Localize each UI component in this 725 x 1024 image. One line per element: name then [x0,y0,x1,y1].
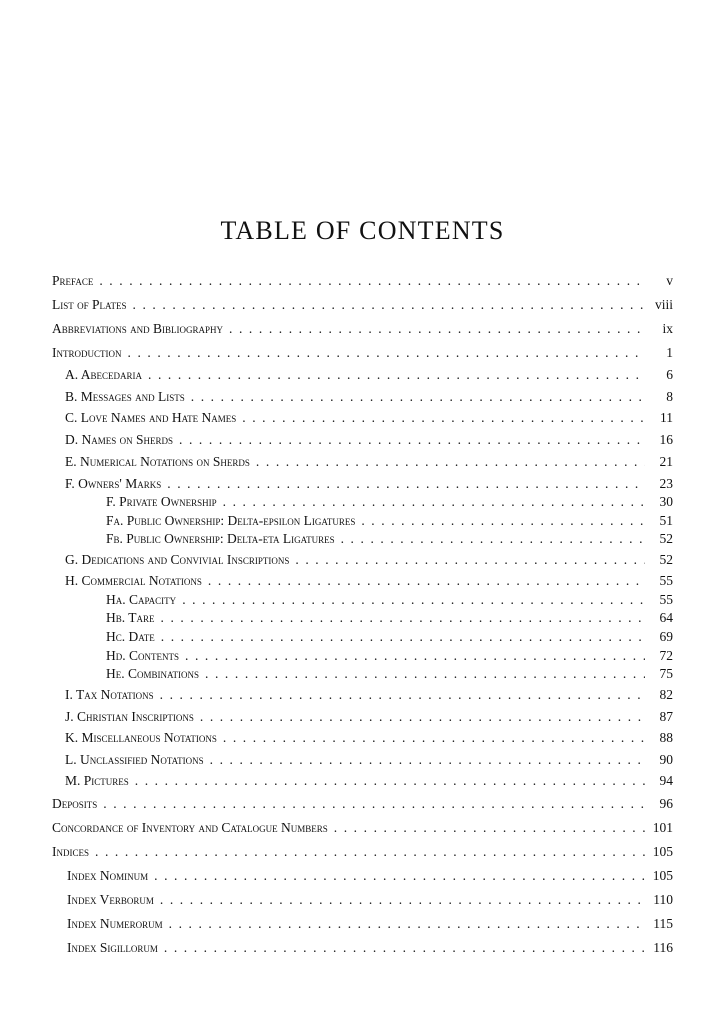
toc-entry-page: 1 [666,345,673,360]
toc-entry-label: Ha. Capacity [106,592,177,607]
dot-leader [135,772,645,790]
toc-entry-deposits[interactable] [52,795,673,813]
toc-entry-page: 115 [653,916,673,931]
toc-entry-label: L. Unclassified Notations [65,752,204,767]
toc-entry-index-verborum[interactable] [67,891,673,909]
toc-entry-label: D. Names on Sherds [65,432,174,447]
toc-entry-unclassified[interactable] [65,751,673,769]
toc-entry-page: 16 [659,432,673,447]
toc-entry-tax-notations[interactable] [65,686,673,704]
toc-entry-label: K. Miscellaneous Notations [65,730,217,745]
dot-leader [167,475,645,493]
dot-leader [164,939,645,957]
toc-entry-tare[interactable] [106,609,673,627]
toc-entry-page: 72 [659,648,673,663]
toc-entry-label: Deposits [52,796,98,811]
toc-entry-page: 105 [652,844,673,859]
page-title: TABLE OF CONTENTS [220,216,505,245]
toc-entry-love-names[interactable] [65,409,673,427]
toc-entry-introduction[interactable] [52,344,673,362]
toc-entry-christian-inscriptions[interactable] [65,708,673,726]
dot-leader [200,708,645,726]
toc-entry-page: 82 [659,687,673,702]
toc-entry-names-on-sherds[interactable] [65,431,673,449]
toc-entry-label: Index Nominum [67,868,149,883]
toc-entry-page: 90 [659,752,673,767]
toc-entry-pictures[interactable] [65,772,673,790]
toc-entry-page: 64 [659,610,673,625]
toc-entry-abbreviations[interactable] [52,320,673,338]
toc-entry-delta-eta[interactable] [106,530,673,548]
toc-entry-page: 94 [659,773,673,788]
dot-leader [161,609,645,627]
toc-entry-page: 96 [659,796,673,811]
toc-entry-label: I. Tax Notations [65,687,154,702]
toc-entry-index-nominum[interactable] [67,867,673,885]
toc-entry-page: 101 [652,820,673,835]
toc-entry-concordance[interactable] [52,819,673,837]
dot-leader [95,843,645,861]
toc-entry-label: Hd. Contents [106,648,179,663]
toc-entry-page: 30 [659,494,673,509]
toc-entry-page: 75 [659,666,673,681]
toc-entry-page: 6 [666,367,673,382]
toc-entry-label: Hc. Date [106,629,155,644]
toc-entry-capacity[interactable] [106,591,673,609]
toc-entry-label: Hb. Tare [106,610,155,625]
toc-entry-label: Concordance of Inventory and Catalogue Numbers [52,820,328,835]
toc-entry-combinations[interactable] [106,665,673,683]
dot-leader [191,388,645,406]
toc-entry-contents[interactable] [106,647,673,665]
toc-entry-label: C. Love Names and Hate Names [65,410,237,425]
toc-entry-label: J. Christian Inscriptions [65,709,194,724]
dot-leader [205,665,645,683]
toc-entry-label: G. Dedications and Convivial Inscriptions [65,552,290,567]
toc-entry-commercial-notations[interactable] [65,572,673,590]
toc-entry-label: M. Pictures [65,773,129,788]
toc-entry-label: Index Numerorum [67,916,163,931]
toc-entry-index-numerorum[interactable] [67,915,673,933]
toc-entry-page: 110 [653,892,673,907]
dot-leader [341,530,645,548]
dot-leader [169,915,645,933]
dot-leader [154,867,645,885]
dot-leader [208,572,645,590]
toc-entry-page: 21 [659,454,673,469]
toc-entry-page: 105 [652,868,673,883]
toc-entry-page: 116 [653,940,673,955]
toc-entry-index-sigillorum[interactable] [67,939,673,957]
toc-entry-preface[interactable] [52,272,673,290]
toc-entry-indices[interactable] [52,843,673,861]
toc-entry-label: H. Commercial Notations [65,573,202,588]
toc-entry-dedications[interactable] [65,551,673,569]
dot-leader [160,686,645,704]
toc-entry-label: List of Plates [52,297,127,312]
toc-entry-numerical-notations[interactable] [65,453,673,471]
toc-entry-private-ownership[interactable] [106,493,673,511]
dot-leader [229,320,645,338]
toc-entry-page: 69 [659,629,673,644]
toc-entry-page: 55 [659,592,673,607]
dot-leader [210,751,645,769]
dot-leader [133,296,645,314]
toc-entry-list-of-plates[interactable] [52,296,673,314]
dot-leader [128,344,646,362]
dot-leader [103,795,645,813]
toc-entry-owners-marks[interactable] [65,475,673,493]
toc-entry-page: 23 [659,476,673,491]
toc-entry-page: viii [654,297,673,312]
dot-leader [185,647,645,665]
toc-entry-label: F. Private Ownership [106,494,217,509]
dot-leader [182,591,645,609]
dot-leader [361,512,645,530]
toc-entry-page: 55 [659,573,673,588]
toc-entry-label: Index Sigillorum [67,940,158,955]
toc-entry-page: 11 [660,410,673,425]
toc-entry-label: Introduction [52,345,122,360]
toc-entry-label: Abbreviations and Bibliography [52,321,224,336]
toc-entry-label: Fa. Public Ownership: Delta-epsilon Ligatures [106,513,356,528]
toc-entry-label: B. Messages and Lists [65,389,185,404]
toc-entry-page: 52 [659,531,673,546]
toc-entry-messages-and-lists[interactable] [65,388,673,406]
toc-entry-date[interactable] [106,628,673,646]
toc-entry-page: 52 [659,552,673,567]
toc-entry-label: Fb. Public Ownership: Delta-eta Ligatures [106,531,335,546]
dot-leader [148,366,645,384]
toc-entry-page: v [666,273,673,288]
toc-entry-label: Index Verborum [67,892,154,907]
dot-leader [160,891,645,909]
toc-entry-abecedaria[interactable] [65,366,673,384]
toc-entry-miscellaneous[interactable] [65,729,673,747]
toc-entry-label: Indices [52,844,89,859]
dot-leader [223,729,645,747]
dot-leader [295,551,645,569]
toc-entry-label: He. Combinations [106,666,200,681]
toc-entry-label: E. Numerical Notations on Sherds [65,454,250,469]
toc-entry-label: Preface [52,273,94,288]
dot-leader [99,272,645,290]
dot-leader [242,409,645,427]
toc-entry-label: F. Owners' Marks [65,476,162,491]
toc-entry-delta-epsilon[interactable] [106,512,673,530]
dot-leader [334,819,645,837]
dot-leader [161,628,645,646]
toc-entry-page: 51 [659,513,673,528]
dot-leader [256,453,645,471]
toc-entry-page: 88 [659,730,673,745]
dot-leader [179,431,645,449]
toc-entry-page: ix [662,321,673,336]
toc-entry-page: 87 [659,709,673,724]
toc-entry-label: A. Abecedaria [65,367,143,382]
toc-entry-page: 8 [666,389,673,404]
dot-leader [223,493,645,511]
